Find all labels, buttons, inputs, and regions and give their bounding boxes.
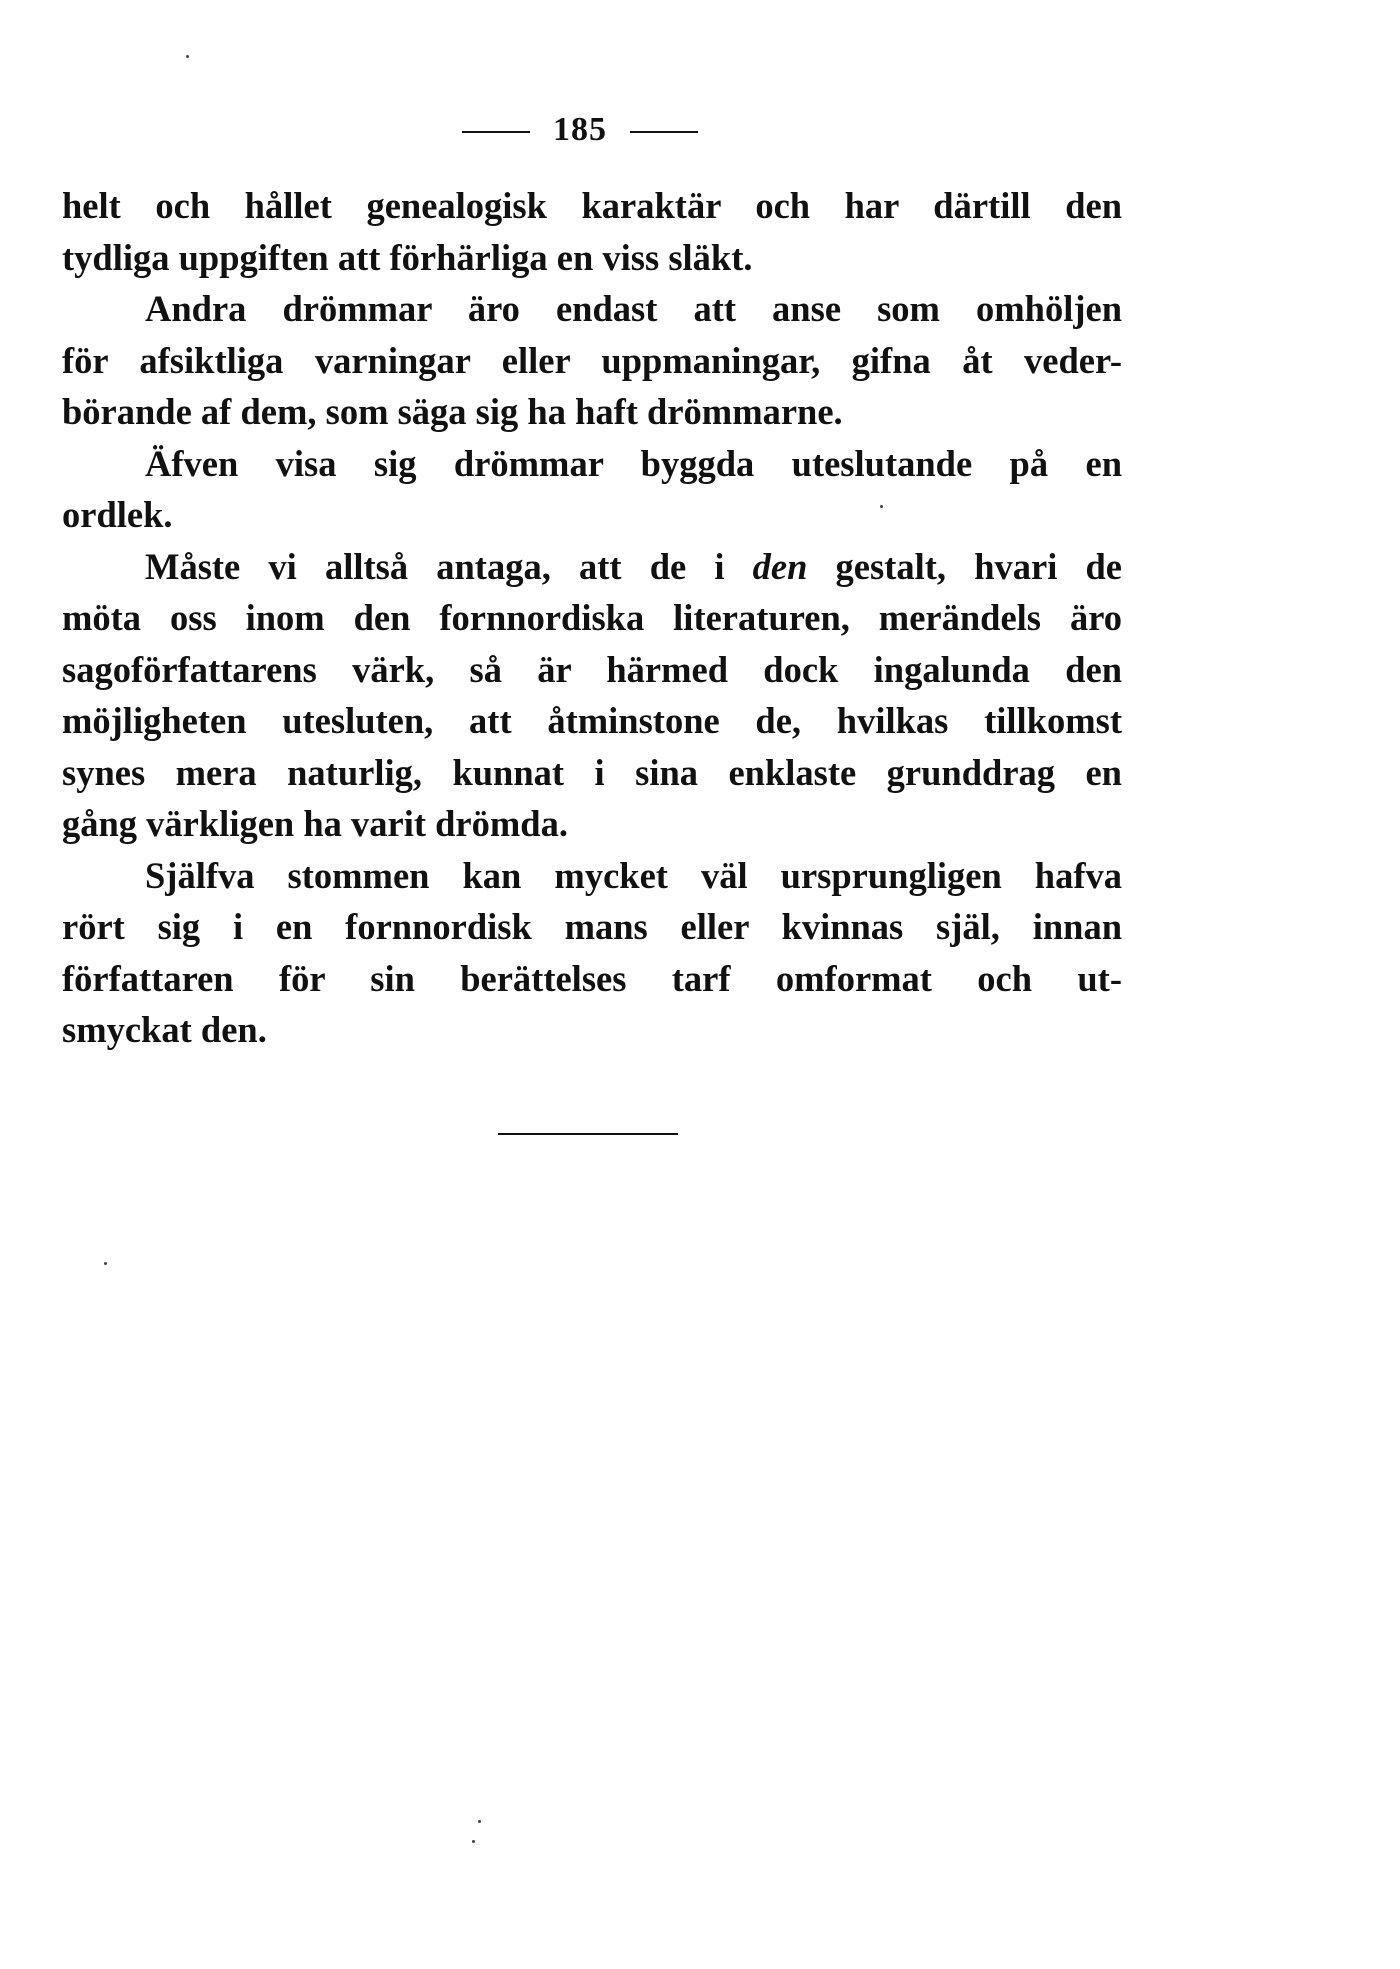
paper-speck [880, 505, 883, 508]
text-line: gång värkligen ha varit drömda. [62, 803, 568, 844]
emphasis-text: den [752, 545, 808, 587]
text-line: för afsiktliga varningar eller uppmaningar, gifna åt veder- [62, 339, 1122, 381]
text-line: författaren för sin berättelses tarf omformat och ut- [62, 957, 1122, 999]
text-line [62, 541, 1122, 593]
body-text [62, 180, 1122, 1056]
text-line: möjligheten utesluten, att åtminstone de, hvilkas tillkomst [62, 700, 1122, 741]
paper-speck [472, 1840, 475, 1843]
paper-speck [478, 1820, 481, 1823]
page-header [0, 110, 1400, 150]
paper-speck [186, 55, 189, 58]
paper-speck [104, 1262, 107, 1265]
text-run: Måste vi alltså antaga, att de i [145, 545, 753, 587]
text-line: Äfven visa sig drömmar byggda uteslutande på en [145, 442, 1122, 484]
page-number: 185 [553, 111, 607, 148]
text-line: ordlek. [62, 494, 173, 535]
text-run: gestalt, hvari de [807, 545, 1122, 587]
text-line: smyckat den. [62, 1009, 267, 1050]
section-end-rule [498, 1133, 678, 1135]
text-line: rört sig i en fornnordisk mans eller kvinnas själ, innan [62, 906, 1122, 947]
text-line: synes mera naturlig, kunnat i sina enklaste grunddrag en [62, 751, 1122, 793]
header-rule-left [462, 131, 530, 133]
header-rule-right [630, 131, 698, 133]
text-line: Andra drömmar äro endast att anse som omhöljen [145, 288, 1122, 329]
text-line: Själfva stommen kan mycket väl ursprungligen hafva [145, 854, 1122, 896]
text-line: möta oss inom den fornnordiska literaturen, merändels äro [62, 597, 1122, 638]
text-line: tydliga uppgiften att förhärliga en viss släkt. [62, 236, 753, 278]
text-line: börande af dem, som säga sig ha haft drömmarne. [62, 391, 843, 432]
text-line: helt och hållet genealogisk karaktär och har därtill den [62, 185, 1122, 226]
text-line: sagoförfattarens värk, så är härmed dock ingalunda den [62, 648, 1122, 690]
